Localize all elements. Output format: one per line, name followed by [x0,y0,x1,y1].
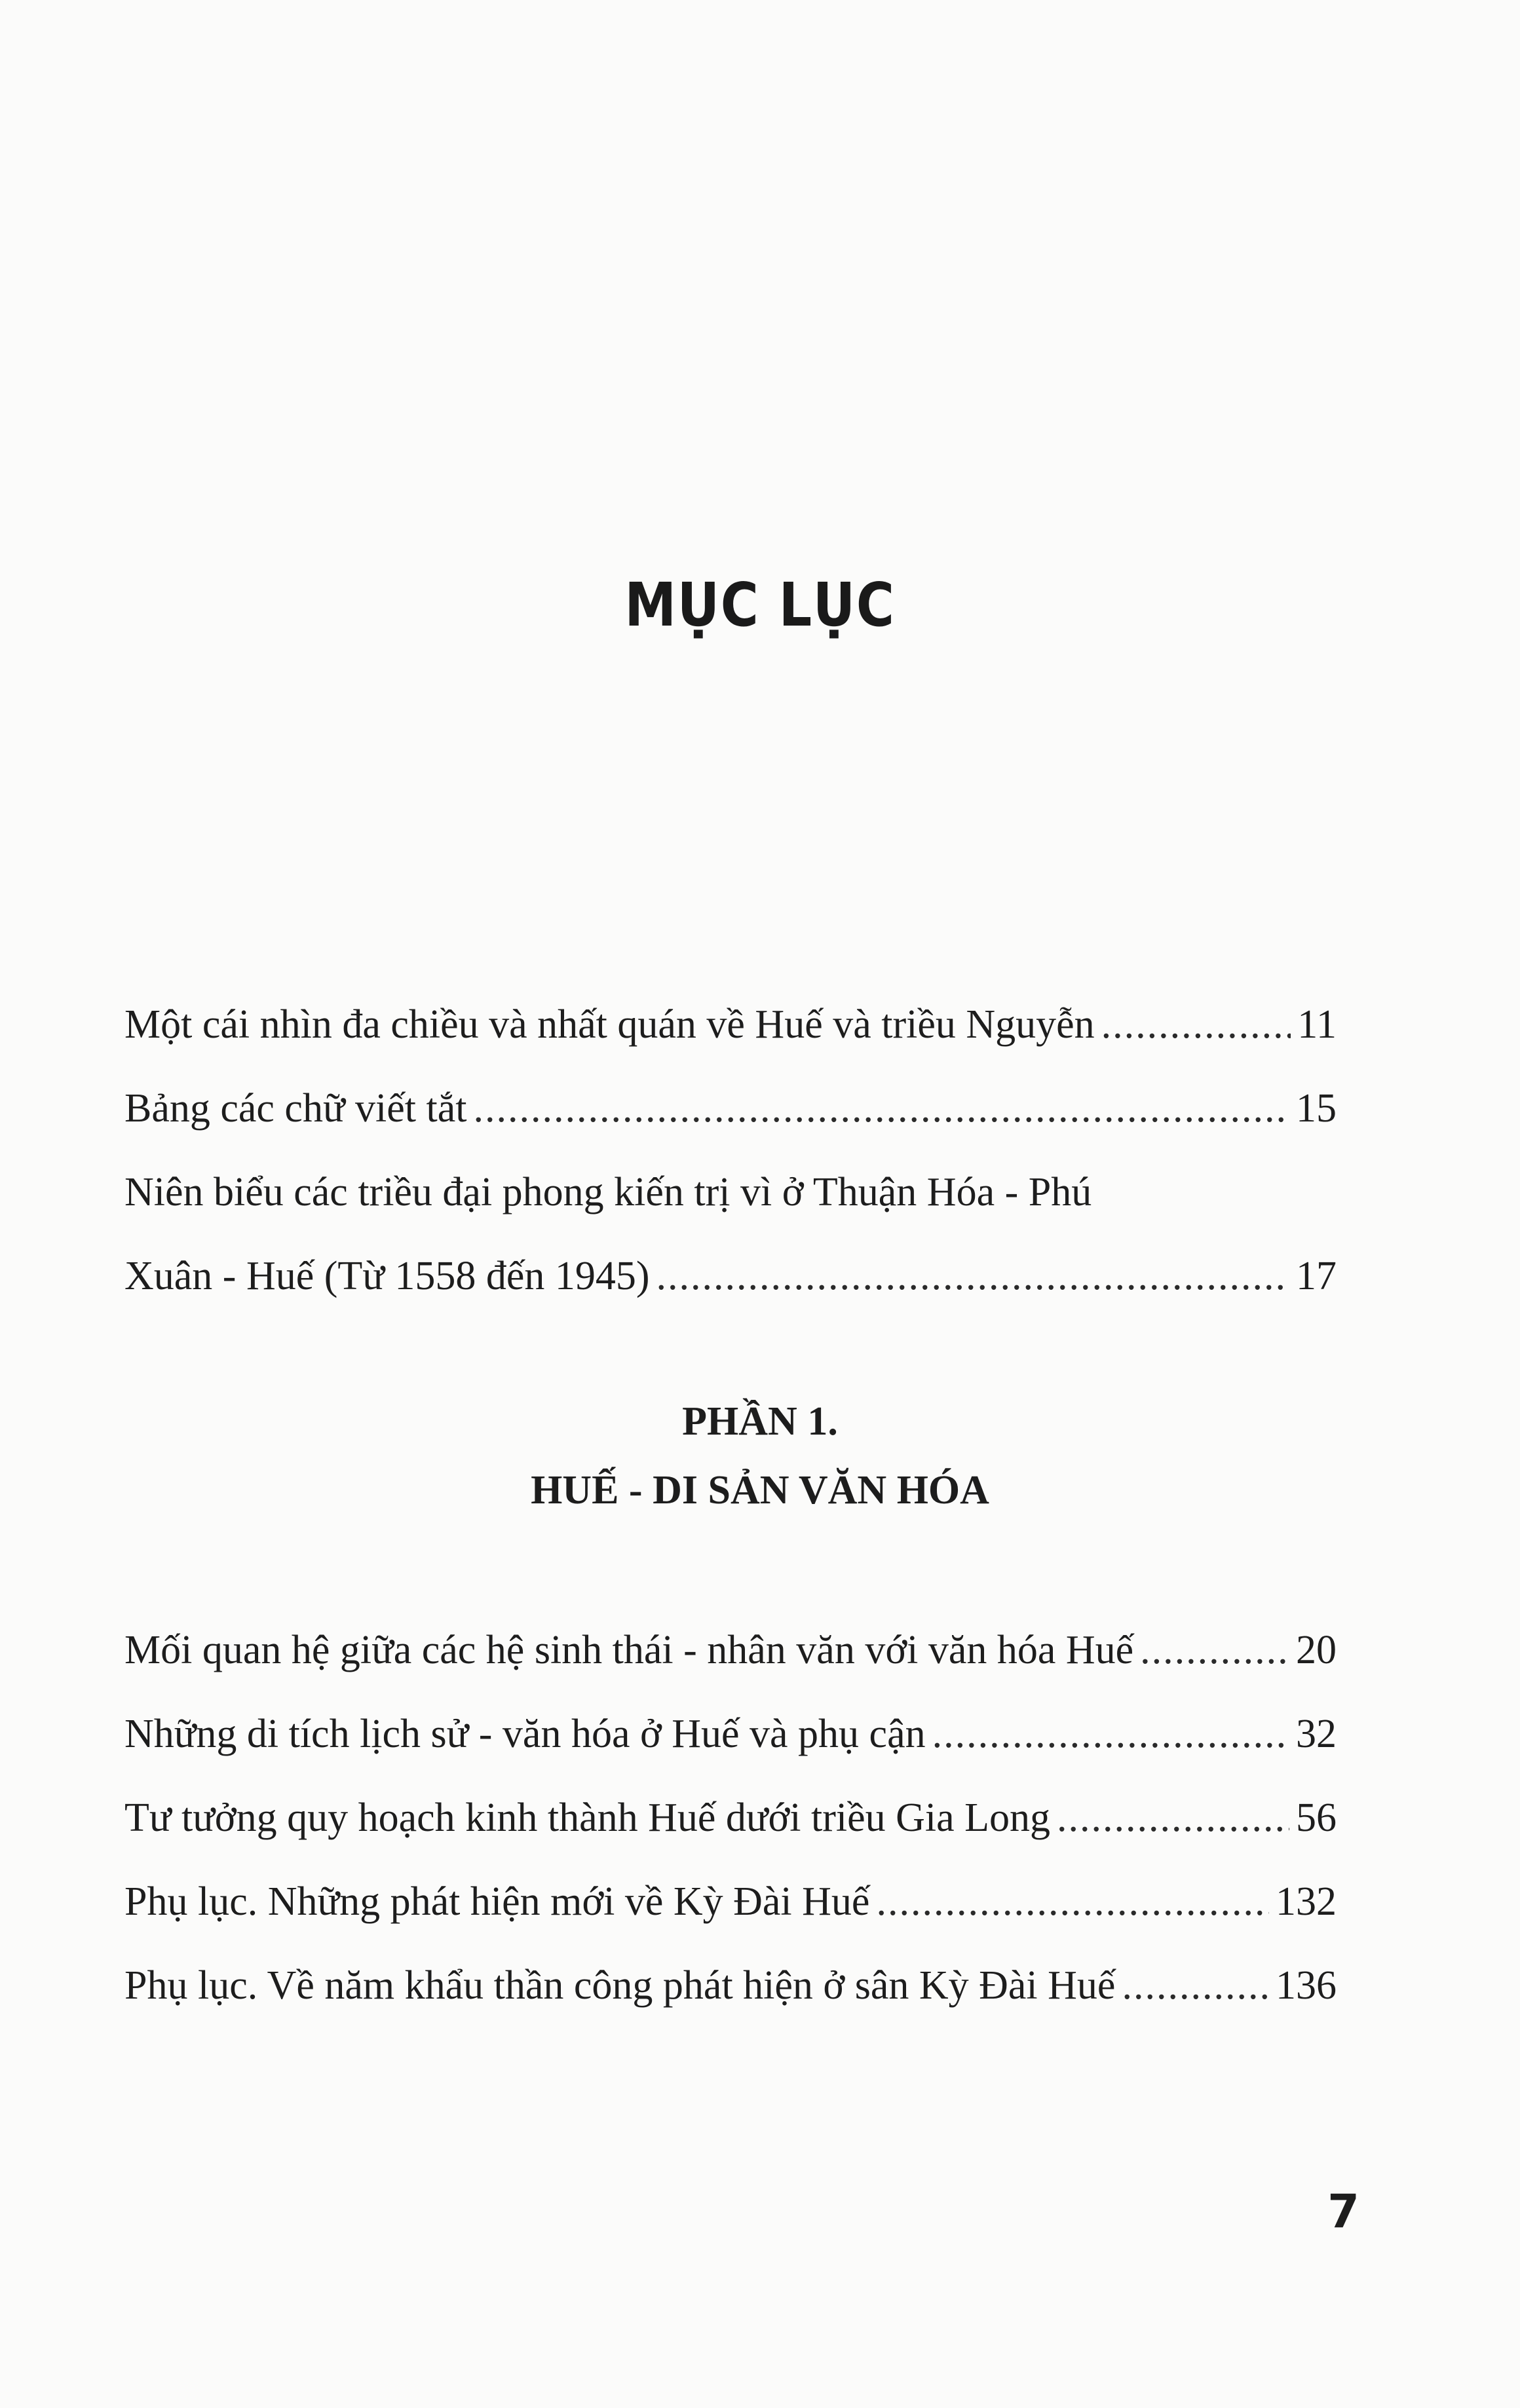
toc-entry-title: Phụ lục. Về năm khẩu thần công phát hiện ở sân Kỳ Đài Huế [124,1963,1116,2008]
toc-entry-title: Tư tưởng quy hoạch kinh thành Huế dưới triều Gia Long [124,1796,1051,1840]
toc-entry-page: 56 [1296,1796,1337,1840]
dot-leader [1140,1608,1289,1692]
toc-entry[interactable] [124,1608,1337,1692]
toc-entry-title: Những di tích lịch sử - văn hóa ở Huế và phụ cận [124,1712,926,1756]
toc-entry-page: 136 [1276,1963,1337,2008]
part-number-heading: PHẦN 1. [682,1399,838,1444]
toc-entry[interactable] [124,1944,1337,2027]
dot-leader [876,1860,1269,1944]
toc-entry[interactable] [124,1692,1337,1776]
toc-entry-page: 132 [1276,1879,1337,1924]
toc-entry-page: 32 [1296,1712,1337,1756]
toc-entry-page: 11 [1297,1002,1337,1047]
toc-entry[interactable] [124,1066,1337,1150]
toc-entry[interactable] [124,983,1337,1066]
toc-entry-title: Một cái nhìn đa chiều và nhất quán về Huế và triều Nguyễn [124,1002,1095,1047]
part-name-heading: HUẾ - DI SẢN VĂN HÓA [531,1468,989,1513]
toc-entry-page: 20 [1296,1628,1337,1672]
toc-entry-title: Bảng các chữ viết tắt [124,1086,467,1131]
dot-leader [474,1066,1290,1150]
toc-entry-title-line1: Niên biểu các triều đại phong kiến trị vì ở Thuận Hóa - Phú [124,1170,1092,1214]
toc-entry[interactable] [124,1860,1337,1944]
toc-entry-page: 17 [1296,1254,1337,1298]
toc-part1-list [124,1608,1337,2027]
toc-entry[interactable] [124,1150,1337,1318]
toc-entry[interactable] [124,1776,1337,1860]
dot-leader [1122,1944,1269,2027]
page-number: 7 [1327,2185,1359,2238]
dot-leader [656,1234,1289,1318]
page-title: MỤC LỤC [624,570,896,640]
dot-leader [1101,983,1291,1066]
toc-entry-title: Mối quan hệ giữa các hệ sinh thái - nhân văn với văn hóa Huế [124,1628,1134,1672]
toc-entry-title: Phụ lục. Những phát hiện mới về Kỳ Đài Huế [124,1879,870,1924]
dot-leader [932,1692,1289,1776]
toc-entry-page: 15 [1296,1086,1337,1131]
dot-leader [1057,1776,1289,1860]
toc-entry-title-line2: Xuân - Huế (Từ 1558 đến 1945) [124,1254,650,1298]
toc-intro-list [124,983,1337,1318]
